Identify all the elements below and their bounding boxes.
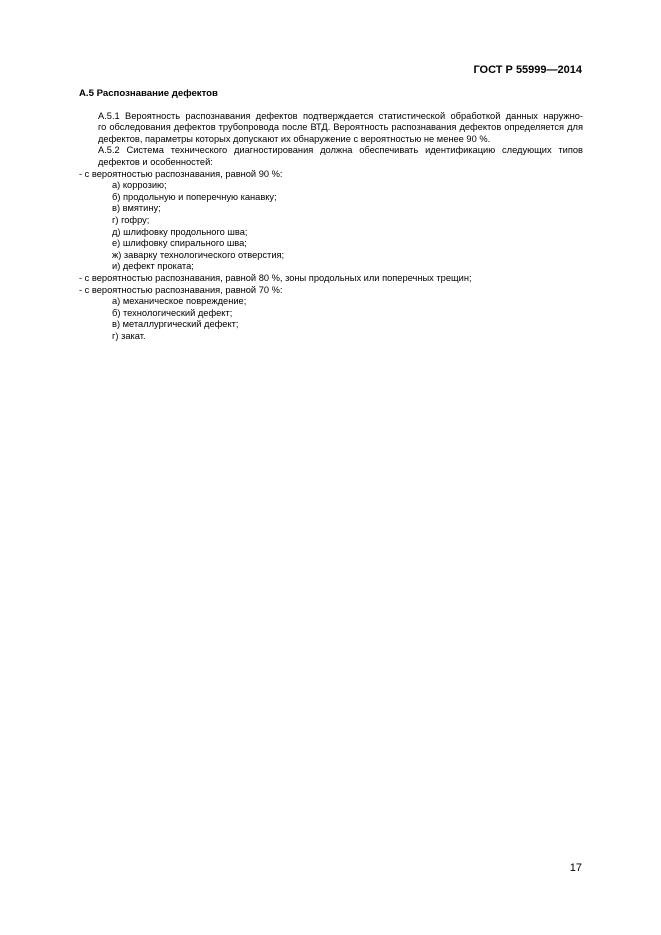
list-item: ж) заварку технологического отверстия; (112, 249, 285, 260)
paragraph-a51-line-3: дефектов, параметры которых допускают их обнаружение с вероятностью не менее 90 %. (98, 133, 491, 144)
paragraph-a52-line-1: А.5.2 Система технического диагностирования должна обеспечивать идентификацию следующих типов (98, 145, 583, 156)
list-item: г) закат. (112, 330, 146, 341)
paragraph-a51-line-2: го обследования дефектов трубопровода после ВТД. Вероятность распознавания дефектов определяется для (98, 122, 583, 133)
list-item: д) шлифовку продольного шва; (112, 226, 248, 237)
probability-90-group (79, 169, 583, 273)
list-item: и) дефект проката; (112, 261, 194, 272)
list-item: г) гофру; (112, 214, 150, 225)
list-item: а) коррозию; (112, 180, 167, 191)
document-code-header: ГОСТ Р 55999—2014 (473, 64, 582, 76)
list-item: в) металлургический дефект; (112, 319, 239, 330)
paragraph-a51 (79, 111, 583, 146)
document-body (79, 88, 583, 342)
list-item: б) продольную и поперечную канавку; (112, 191, 277, 202)
probability-70-label: - с вероятностью распознавания, равной 70 %: (79, 284, 283, 295)
probability-80-group (79, 273, 583, 285)
probability-80-label: - с вероятностью распознавания, равной 80 %, зоны продольных или поперечных трещин; (79, 272, 472, 283)
page-number: 17 (569, 862, 582, 874)
probability-70-group (79, 285, 583, 343)
paragraph-a52 (79, 145, 583, 168)
list-item: б) технологический дефект; (112, 307, 233, 318)
section-title: А.5 Распознавание дефектов (79, 88, 218, 99)
list-item: е) шлифовку спирального шва; (112, 238, 247, 249)
paragraph-a51-line-1: А.5.1 Вероятность распознавания дефектов подтверждается статистической обработкой данных наружно- (98, 110, 583, 121)
probability-90-label: - с вероятностью распознавания, равной 90 %: (79, 168, 283, 179)
paragraph-a52-line-2: дефектов и особенностей: (98, 156, 213, 167)
list-item: в) вмятину; (112, 203, 161, 214)
list-item: а) механическое повреждение; (112, 296, 247, 307)
